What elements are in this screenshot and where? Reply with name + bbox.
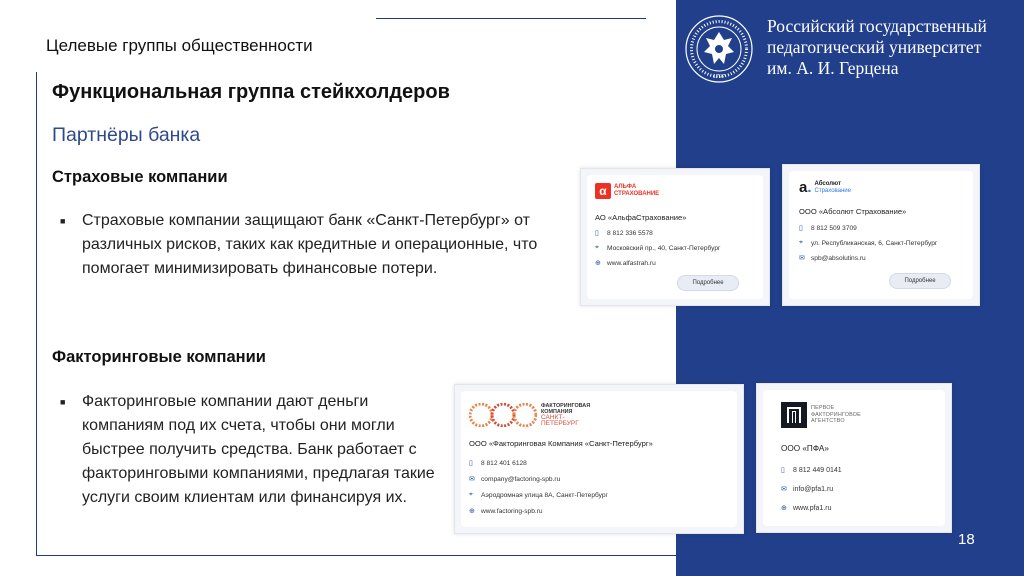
phone-icon: ▯ [799,225,803,232]
partner-card-absolut[interactable] [782,164,980,306]
left-rule [36,72,37,556]
company-name: ООО «ПФА» [781,444,829,453]
alfa-logo-line: СТРАХОВАНИЕ [614,191,660,197]
pfa-logo-line: АГЕНТСТВО [811,418,845,425]
absolut-logo-line: Страхование [814,188,851,194]
factoring-logo-line: ФАКТОРИНГОВАЯ [541,403,591,409]
website-row[interactable]: ⊕ www.alfastrah.ru [595,259,656,267]
address-row: ⌖ Московский пр., 40, Санкт-Петербург [595,244,721,252]
company-name: ООО «Факторинговая Компания «Санкт-Петербург» [469,439,653,448]
insurance-bullet [56,209,556,281]
phone-row: ▯ 8 812 449 0141 [781,466,842,474]
alfa-logo-line: АЛЬФА [614,184,637,190]
factoring-spb-logo-icon [469,403,537,427]
page-title: Функциональная группа стейкхолдеров [52,81,450,103]
website-row[interactable]: ⊕ www.pfa1.ru [781,504,832,512]
location-pin-icon: ⌖ [799,239,803,246]
website-row[interactable]: ⊕ www.factoring-spb.ru [469,507,543,515]
email-row[interactable]: ✉ info@pfa1.ru [781,485,834,493]
factoring-bullet [56,390,442,510]
details-button[interactable]: Подробнее [677,275,739,291]
globe-icon: ⊕ [595,260,601,267]
company-name: ООО «Абсолют Страхование» [799,207,907,216]
email-row[interactable]: ✉ spb@absolutins.ru [799,254,866,262]
bullet-square-icon: ■ [60,397,66,407]
phone-row: ▯ 8 812 336 5578 [595,229,653,237]
phone-icon: ▯ [469,460,473,467]
location-pin-icon: ⌖ [469,491,473,498]
email-row[interactable]: ✉ company@factoring-spb.ru [469,475,561,483]
mail-icon: ✉ [781,486,787,493]
university-name-line: Российский государственный [767,16,987,36]
absolut-logo-line: Абсолют [814,181,841,187]
pfa-logo [781,402,861,428]
mail-icon: ✉ [469,476,475,483]
address-row: ⌖ Аэродромная улица 8А, Санкт-Петербург [469,491,608,499]
phone-row: ▯ 8 812 401 6128 [469,459,527,467]
factoring-text: Факторинговые компании дают деньги компаниям под их счета, чтобы они могли быстрее получить средства. Банк работает с факторинговыми компаниями, предлагая такие услуги своим клиентам или финансируя их. [82,393,435,506]
partner-card-pfa[interactable] [756,383,952,533]
factoring-heading: Факторинговые компании [52,348,266,366]
alfa-logo [595,183,659,199]
page-subtitle: Партнёры банка [52,124,201,146]
company-name: АО «АльфаСтрахование» [595,213,687,222]
university-seal-icon [684,14,754,84]
pfa-logo-line: ПЕРВОЕ [811,405,835,412]
pfa-logo-icon [781,402,807,428]
slide-section-title: Целевые группы общественности [46,36,313,55]
details-button[interactable]: Подробнее [889,273,951,289]
page-number: 18 [958,531,975,548]
phone-icon: ▯ [595,230,599,237]
pfa-logo-line: ФАКТОРИНГОВОЕ [811,411,861,418]
university-name-line: педагогический университет [767,37,982,57]
alfa-logo-icon: α [595,183,611,199]
insurance-text: Страховые компании защищают банк «Санкт-Петербург» от различных рисков, таких как кредитные и операционные, что помогает минимизировать финансовые потери. [82,212,538,277]
phone-icon: ▯ [781,467,785,474]
bottom-rule [36,555,676,556]
top-rule [376,18,646,19]
university-name [767,16,987,79]
factoring-logo-line: КОМПАНИЯ [541,409,573,415]
university-name-line: им. А. И. Герцена [767,58,899,78]
location-pin-icon: ⌖ [595,244,599,251]
seal-year: 1797 [713,74,725,80]
partner-card-alfa[interactable] [580,168,770,306]
insurance-heading: Страховые компании [52,168,228,186]
globe-icon: ⊕ [469,508,475,515]
absolut-logo-icon: a. [799,179,812,196]
absolut-logo [799,181,851,195]
mail-icon: ✉ [799,255,805,262]
phone-row: ▯ 8 812 509 3709 [799,224,857,232]
bullet-square-icon: ■ [60,216,66,226]
address-row: ⌖ ул. Республиканская, 6, Санкт-Петербург [799,239,938,247]
partner-card-factoring-spb[interactable] [454,384,744,534]
globe-icon: ⊕ [781,505,787,512]
factoring-logo-line: ПЕТЕРБУРГ [541,420,579,427]
factoring-spb-logo [469,403,590,427]
factoring-logo-line: САНКТ- [541,414,565,421]
